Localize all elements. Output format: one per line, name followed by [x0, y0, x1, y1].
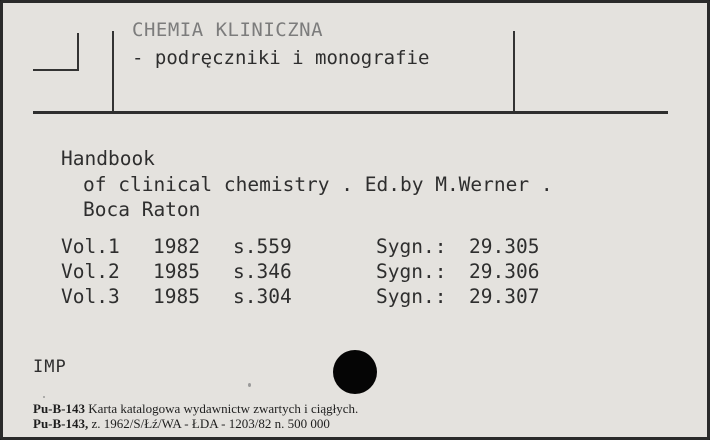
volume-number: Vol.2 — [61, 260, 120, 283]
signature-number: 29.306 — [469, 260, 540, 283]
volume-year: 1985 — [153, 260, 200, 283]
footer-form-code-2: Pu-B-143, — [33, 416, 89, 431]
paper-speck — [43, 396, 45, 398]
volume-year: 1982 — [153, 235, 200, 258]
volume-pages: s.304 — [233, 285, 292, 308]
footer-form-code: Pu-B-143 — [33, 401, 85, 416]
volume-number: Vol.3 — [61, 285, 120, 308]
imp-label: IMP — [33, 357, 67, 377]
header-rule — [33, 111, 668, 114]
entry-place: Boca Raton — [83, 198, 201, 221]
footer-line-2 — [33, 416, 330, 432]
footer-form-title: Karta katalogowa wydawnictw zwartych i ciągłych. — [88, 401, 359, 416]
signature-label: Sygn.: — [376, 285, 447, 308]
corner-mark — [33, 33, 79, 71]
header-divider-left — [112, 31, 114, 113]
card-subheading: - podręczniki i monografie — [132, 47, 430, 69]
header-divider-right — [513, 31, 515, 113]
signature-number: 29.305 — [469, 235, 540, 258]
signature-label: Sygn.: — [376, 260, 447, 283]
volume-number: Vol.1 — [61, 235, 120, 258]
entry-title-line2: of clinical chemistry . Ed.by M.Werner . — [83, 173, 553, 196]
entry-title-line1: Handbook — [61, 147, 155, 170]
signature-number: 29.307 — [469, 285, 540, 308]
card-heading: CHEMIA KLINICZNA — [132, 19, 324, 41]
volume-pages: s.346 — [233, 260, 292, 283]
signature-label: Sygn.: — [376, 235, 447, 258]
volume-year: 1985 — [153, 285, 200, 308]
footer-print-info: z. 1962/S/Łź/WA - ŁDA - 1203/82 n. 500 000 — [91, 416, 330, 431]
punch-hole — [333, 350, 377, 394]
volume-pages: s.559 — [233, 235, 292, 258]
footer-line-1 — [33, 401, 358, 417]
paper-speck — [248, 383, 251, 387]
